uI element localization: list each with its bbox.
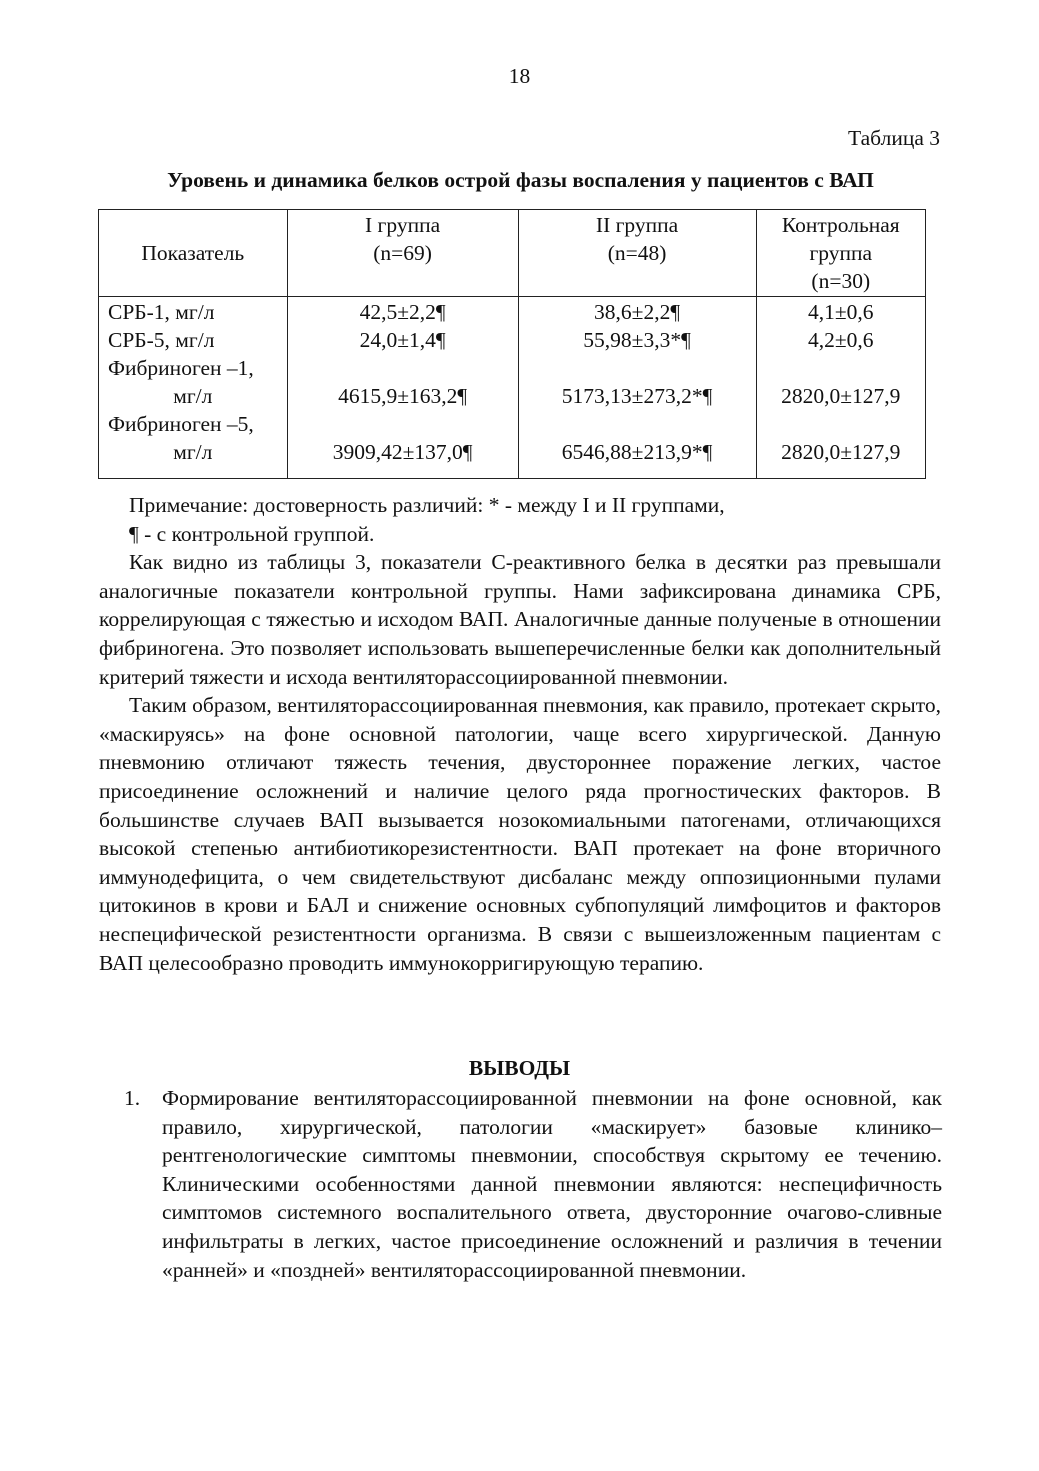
group1-value — [288, 354, 518, 382]
header-group1-line: I группа — [365, 213, 441, 237]
header-control — [756, 210, 925, 297]
control-value — [757, 410, 925, 438]
conclusion-text: Формирование вентиляторассоциированной пневмонии на фоне основной, как правило, хирургической, патологии «маскирует» базовые клинико–рентгенологические симптомы пневмонии, способствуя скрытому ее течению. Клиническими особенностями данной пневмонии являются: неспецифичность симптомов системного воспалительного ответа, двусторонние очагово-сливные инфильтраты в легких, частое присоединение осложнений и различия в течении «ранней» и «поздней» вентиляторассоциированной пневмонии. — [162, 1086, 942, 1282]
indicator-line: СРБ-1, мг/л — [108, 300, 215, 324]
table-label: Таблица 3 — [848, 126, 940, 150]
table-body-row — [99, 297, 926, 479]
group2-value: 6546,88±213,9*¶ — [561, 440, 713, 464]
indicator-line: Фибриноген –1, — [108, 356, 254, 380]
control-value — [757, 354, 925, 382]
group2-value — [519, 410, 756, 438]
control-value: 4,2±0,6 — [807, 328, 874, 352]
table-header-row — [99, 210, 926, 297]
group2-value: 38,6±2,2¶ — [594, 300, 681, 324]
control-cell — [756, 297, 925, 479]
table-note-line: ¶ - с контрольной группой. — [129, 521, 375, 546]
indicator-line: Фибриноген –5, — [108, 412, 254, 436]
paragraph: Как видно из таблицы 3, показатели С-реактивного белка в десятки раз превышали аналогичные показатели контрольной группы. Нами зафиксирована динамика СРБ, коррелирующая с тяжестью и исходом ВАП. Аналогичные данные полученые в отношении фибриногена. Это позволяет использовать вышеперечисленные белки как дополнительный критерий тяжести и исхода вентиляторассоциированной пневмонии. — [99, 550, 941, 689]
header-group1-line: (n=69) — [373, 241, 432, 265]
indicator-line: мг/л — [173, 440, 213, 464]
indicator-line: мг/л — [173, 384, 213, 408]
indicator-line: СРБ-5, мг/л — [108, 328, 215, 352]
header-control-line: группа — [809, 241, 873, 265]
group2-cell — [518, 297, 756, 479]
header-group1 — [287, 210, 518, 297]
table-title: Уровень и динамика белков острой фазы воспаления у пациентов с ВАП — [167, 168, 874, 192]
page-number: 18 — [508, 64, 531, 88]
data-table — [98, 209, 926, 479]
header-indicator — [99, 210, 288, 297]
group1-value: 4615,9±163,2¶ — [338, 384, 468, 408]
table-note-line: Примечание: достоверность различий: * - между I и II группами, — [129, 493, 725, 517]
header-control-line: Контрольная — [781, 213, 900, 237]
header-group2-line: (n=48) — [607, 241, 667, 265]
group1-value — [288, 410, 518, 438]
control-value: 2820,0±127,9 — [781, 384, 901, 408]
conclusions-title: ВЫВОДЫ — [468, 1056, 571, 1080]
control-value: 4,1±0,6 — [807, 300, 874, 324]
body-text — [99, 491, 941, 977]
header-control-line: (n=30) — [811, 269, 871, 293]
conclusion-item — [124, 1084, 942, 1284]
paragraph: Таким образом, вентиляторассоциированная пневмония, как правило, протекает скрыто, «маскируясь» на фоне основной патологии, чаще всего хирургической. Данную пневмонию отличают тяжесть течения, двустороннее поражение легких, частое присоединение осложнений и наличие целого ряда прогностических факторов. В большинстве случаев ВАП вызывается нозокомиальными патогенами, отличающихся высокой степенью антибиотикорезистентности. ВАП протекает на фоне вторичного иммунодефицита, о чем свидетельствуют дисбаланс между оппозиционными пулами цитокинов в крови и БАЛ и снижение основных субпопуляций лимфоцитов и факторов неспецифической резистентности организма. В связи с вышеизложенным пациентам с ВАП целесообразно проводить иммунокорригирующую терапию. — [99, 693, 941, 975]
conclusion-number: 1. — [124, 1086, 141, 1110]
indicator-cell — [99, 297, 288, 479]
group1-value: 42,5±2,2¶ — [359, 300, 446, 324]
group1-value: 24,0±1,4¶ — [359, 328, 446, 352]
group1-value: 3909,42±137,0¶ — [332, 440, 473, 464]
group1-cell — [287, 297, 518, 479]
group2-value: 5173,13±273,2*¶ — [561, 384, 713, 408]
control-value: 2820,0±127,9 — [781, 440, 901, 464]
header-group2 — [518, 210, 756, 297]
header-group2-line: II группа — [595, 213, 679, 237]
group2-value — [519, 354, 756, 382]
group2-value: 55,98±3,3*¶ — [583, 328, 691, 352]
header-indicator-label: Показатель — [141, 241, 245, 265]
